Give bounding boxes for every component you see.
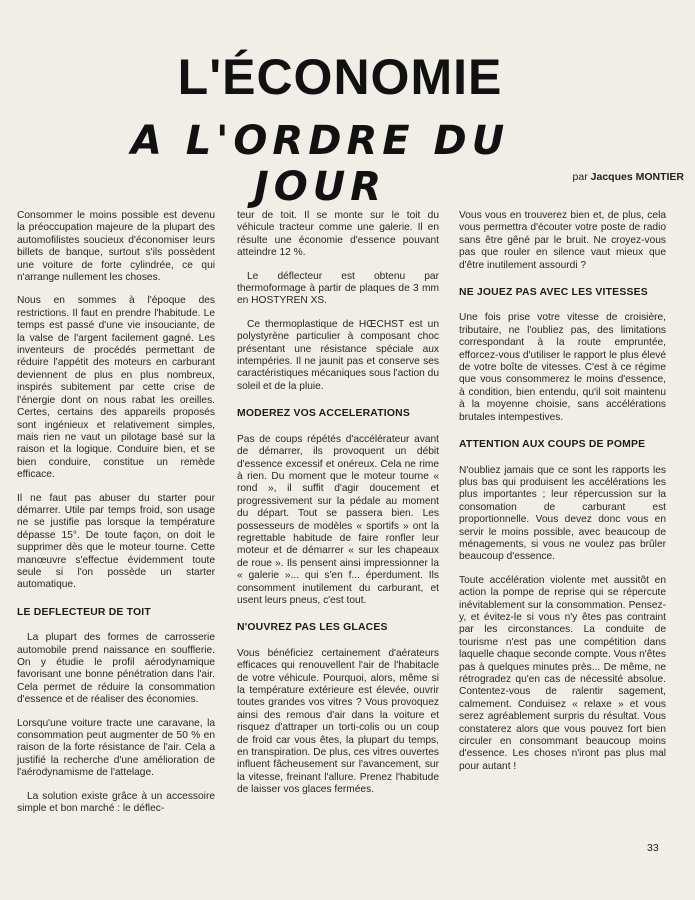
- paragraph: La solution existe grâce à un accessoire simple et bon marché : le déflec-: [17, 790, 215, 815]
- paragraph: Vous bénéficiez certainement d'aérateurs efficaces qui renouvellent l'air de l'habitacle de votre véhicule. Pourquoi, alors, même si la température extérieure est élevée, ouvrir toutes grandes vos vitres ? Vous provoquez ainsi des remous d'air dans la voiture et risquez d'attraper un torti-colis ou un coup de froid car vous êtes, la plupart du temps, en transpiration. De plus, ces vitres ouvertes influent fâcheusement sur l'avancement, sur la vitesse, freinant l'allure. Prenez l'habitude de laisser vos glaces fermées.: [237, 647, 439, 796]
- page-number: 33: [647, 842, 659, 854]
- section-heading: MODEREZ VOS ACCELERATIONS: [237, 408, 410, 420]
- byline-author: Jacques MONTIER: [590, 171, 684, 183]
- paragraph: Vous vous en trouverez bien et, de plus, cela vous permettra d'écouter votre poste de radio sans être gêné par le bruit. Ne croyez-vous pas que rouler en silence vaut mieux que d'être inutilement assourdi ?: [459, 210, 666, 271]
- column-2: [237, 210, 439, 808]
- paragraph: Une fois prise votre vitesse de croisière, tributaire, ne l'oubliez pas, des limitations correspondant à la route empruntée, efforcez-vous d'utiliser le rapport le plus élevé de votre boîte de vitesses. C'est à ce régime que vous consommerez le moins d'essence, à condition, bien entendu, qu'il soit maintenu à la moyenne choisie, sans accélérations brutales intempestives.: [459, 312, 666, 423]
- article-title: L'ÉCONOMIE: [177, 49, 503, 105]
- paragraph: N'oubliez jamais que ce sont les rapports les plus bas qui produisent les accélérations les plus importantes ; leur répercussion sur la consomation de carburant est proportionnelle. Vous devez donc vous en servir le moins possible, avec beaucoup de ménagements, si vous ne voulez pas brûler beaucoup d'essence.: [459, 464, 666, 563]
- byline: [573, 171, 684, 183]
- section-heading: NE JOUEZ PAS AVEC LES VITESSES: [459, 287, 648, 299]
- section-heading: N'OUVREZ PAS LES GLACES: [237, 622, 388, 634]
- paragraph: Nous en sommes à l'époque des restrictions. Il faut en prendre l'habitude. Le temps est passé d'une vie insouciante, de la valse de l'argent facilement gagné. Les inventeurs de procédés permettant de réduire l'appétit des moteurs en carburant deviennent de plus en plus nombreux, inspirés subitement par cette crise de l'énergie dont on nous rabat les oreilles. Certes, certains des appareils proposés sont ingénieux et relativement simples, mais rien ne vaut un pilotage basé sur la raison et la logique. Conduire bien, et se bien conduire, constitue un remède efficace.: [17, 295, 215, 481]
- column-3: [459, 210, 666, 784]
- section-heading: ATTENTION AUX COUPS DE POMPE: [459, 439, 646, 451]
- paragraph: Ce thermoplastique de HŒCHST est un polystyrène particulier à composant choc présentant une résistance spéciale aux intempéries. Il ne jaunit pas et conserve ses caractéristiques mécaniques sous l'action du soleil et de la pluie.: [237, 318, 439, 392]
- paragraph: Pas de coups répétés d'accélérateur avant de démarrer, ils provoquent un débit d'essence excessif et onéreux. Cela ne rime à rien. Du moment que le moteur tourne « rond », il suffit d'agir doucement et progressivement sur la pédale au moment du départ. Tout se passera bien. Les possesseurs de modèles « sportifs » ont la regrettable habitude de faire ronfler leur moteur et de démarrer « sur les chapeaux de roue ». Ils pensent ainsi impressionner la « galerie »... qui s'en f... éperdument. Ils consomment inutilement du carburant, et usent leurs pneus, c'est tout.: [237, 433, 439, 606]
- paragraph: La plupart des formes de carrosserie automobile prend naissance en soufflerie. On y étudie le profil aérodynamique favorisant une bonne pénétration dans l'air. Cela permet de réduire la consommation d'essence et de réaliser des économies.: [17, 632, 215, 706]
- paragraph: Lorsqu'une voiture tracte une caravane, la consommation peut augmenter de 50 % en raison de la forte résistance de l'air. Cela a justifié la recherche d'une amélioration de l'aérodynamisme de l'attelage.: [17, 717, 215, 779]
- paragraph: Consommer le moins possible est devenu la préoccupation majeure de la plupart des automofilistes soucieux d'économiser leurs billets de banque, surtout s'ils possèdent une voiture de forte cylindrée, ce qui n'arrange nullement les choses.: [17, 210, 215, 284]
- section-heading: LE DEFLECTEUR DE TOIT: [17, 606, 151, 618]
- byline-prefix: par: [572, 171, 588, 183]
- paragraph: Il ne faut pas abuser du starter pour démarrer. Utile par temps froid, son usage ne se justifie pas lorsque la température dépasse 15°. De toute façon, on doit le supprimer dès que le moteur tourne. Cette manœuvre s'effectue évidemment toute seule si l'on possède un starter automatique.: [17, 492, 215, 591]
- paragraph: Toute accélération violente met aussitôt en action la pompe de reprise qui se répercute inévitablement sur la consommation. Pensez-y, et évitez-le si vous n'y êtes pas contraint par les circonstances. La conduite de tourisme n'est pas une compétition dans laquelle chaque seconde compte. Vous n'êtes pas à quelques minutes près... De même, ne rétrogradez qu'en cas de nécessité absolue. Contentez-vous de ralentir sagement, calmement. Conduisez « relaxe » et vous serez agréablement surpris du résultat. Vous constaterez alors que vous pouvez fort bien circuler en consommant beaucoup moins d'essence. Les choses n'iront pas plus mal pour autant !: [459, 574, 666, 772]
- paragraph: Le déflecteur est obtenu par thermoformage à partir de plaques de 3 mm en HOSTYREN XS.: [237, 270, 439, 307]
- article-subtitle: A L'ORDRE DU JOUR: [130, 118, 510, 210]
- column-1: [17, 210, 215, 826]
- paragraph: teur de toit. Il se monte sur le toit du véhicule tracteur comme une galerie. Il en résulte une économie d'essence pouvant atteindre 12 %.: [237, 210, 439, 259]
